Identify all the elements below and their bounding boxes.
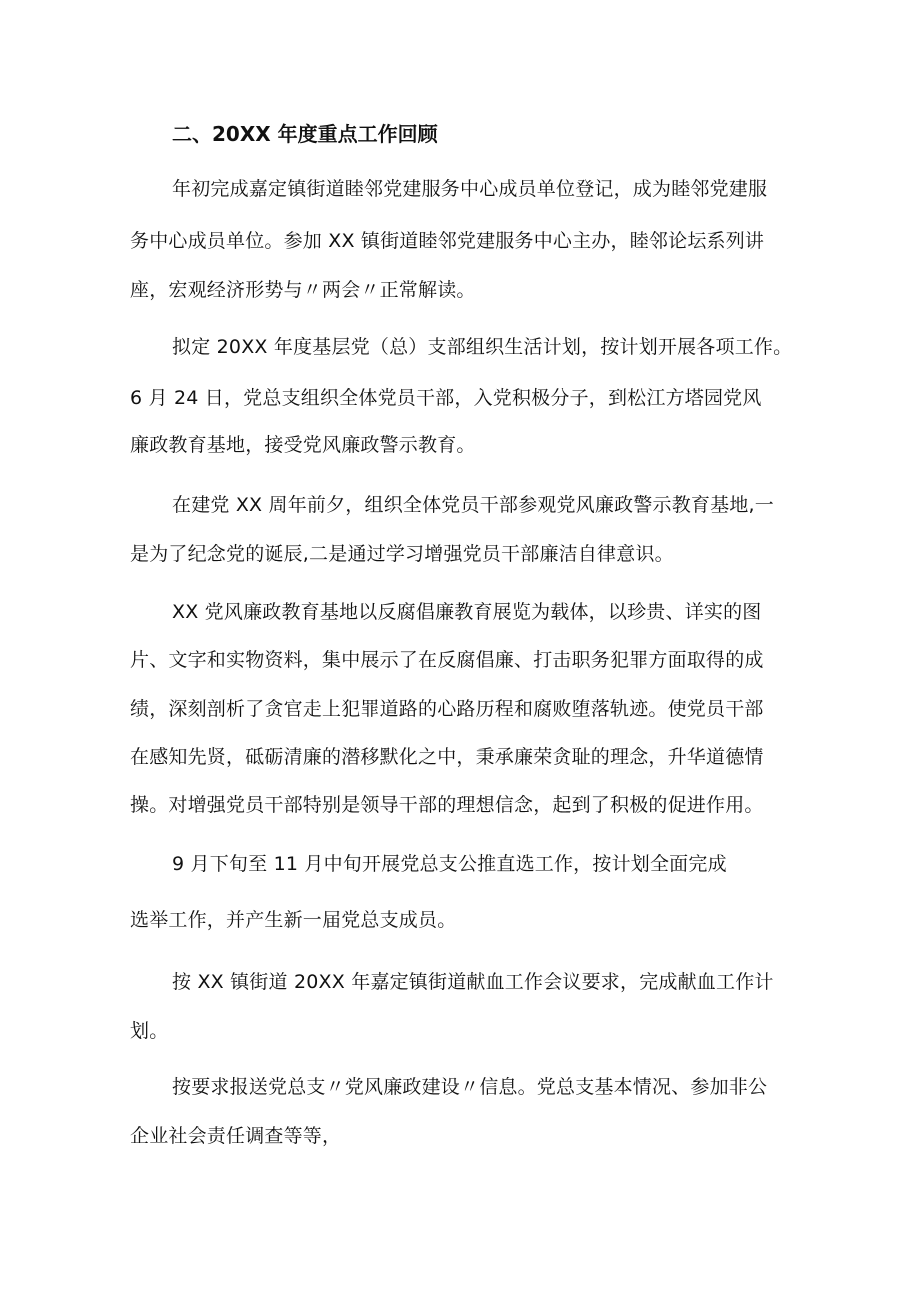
paragraph-3-line-2: 是为了纪念党的诞辰,二是通过学习增强党员干部廉洁自律意识。 [130, 543, 674, 565]
paragraph-7-line-2: 划。 [130, 1020, 169, 1042]
paragraph-1-line-1: 年初完成嘉定镇街道睦邻党建服务中心成员单位登记，成为睦邻党建服 [172, 178, 768, 200]
paragraph-3-line-1: 在建党 XX 周年前夕，组织全体党员干部参观党风廉政警示教育基地,一 [172, 494, 774, 516]
paragraph-4-line-4: 在感知先贤，砥砺清廉的潜移默化之中，秉承廉荣贪耻的理念，升华道德情 [130, 746, 764, 768]
paragraph-4-line-2: 片、文字和实物资料，集中展示了在反腐倡廉、打击职务犯罪方面取得的成 [130, 649, 764, 671]
paragraph-8-line-1: 按要求报送党总支〃党风廉政建设〃信息。党总支基本情况、参加非公 [172, 1076, 768, 1098]
paragraph-1-line-2: 务中心成员单位。参加 XX 镇街道睦邻党建服务中心主办，睦邻论坛系列讲 [130, 230, 765, 252]
paragraph-2-line-2: 6 月 24 日，党总支组织全体党员干部，入党积极分子，到松江方塔园党风 [130, 387, 762, 409]
paragraph-4-line-5: 操。对增强党员干部特别是领导干部的理想信念，起到了积极的促进作用。 [130, 794, 764, 816]
section-heading: 二、20XX 年度重点工作回顾 [172, 122, 438, 146]
paragraph-6-line-1: 选举工作，并产生新一届党总支成员。 [130, 909, 457, 931]
paragraph-2-line-1: 拟定 20XX 年度基层党（总）支部组织生活计划，按计划开展各项工作。 [172, 336, 793, 358]
paragraph-4-line-3: 绩，深刻剖析了贪官走上犯罪道路的心路历程和腐败堕落轨迹。使党员干部 [130, 698, 764, 720]
paragraph-5-line-1: 9 月下旬至 11 月中旬开展党总支公推直选工作，按计划全面完成 [172, 853, 727, 875]
paragraph-8-line-2: 企业社会责任调查等等， [130, 1125, 342, 1147]
paragraph-2-line-3: 廉政教育基地，接受党风廉政警示教育。 [130, 434, 476, 456]
paragraph-4-line-1: XX 党风廉政教育基地以反腐倡廉教育展览为载体，以珍贵、详实的图 [172, 601, 762, 623]
paragraph-1-line-3: 座，宏观经济形势与〃两会〃正常解读。 [130, 279, 476, 301]
paragraph-7-line-1: 按 XX 镇街道 20XX 年嘉定镇街道献血工作会议要求，完成献血工作计 [172, 971, 774, 993]
